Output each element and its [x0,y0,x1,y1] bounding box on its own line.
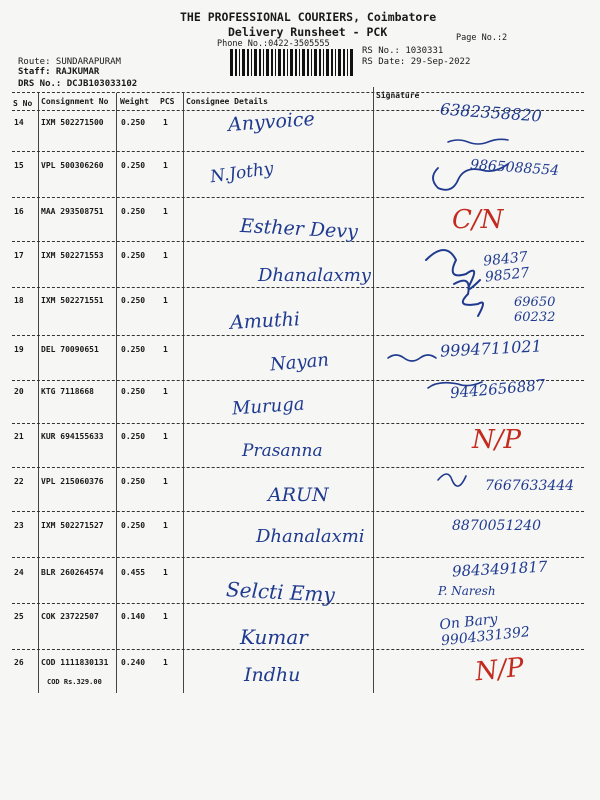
row-weight: 0.140 [121,612,146,621]
row-cod-amount: COD Rs.329.00 [47,678,102,686]
consignee-name: Dhanalaxmi [256,526,365,547]
row-weight: 0.250 [121,387,146,396]
row-consignment: VPL 215060376 [41,477,104,486]
consignee-name: ARUN [268,484,329,506]
barcode-bar [323,49,324,76]
signature-scribble [428,382,482,388]
signature-mobile: 9843491817 [451,557,548,581]
row-consignment: DEL 70090651 [41,345,99,354]
row-weight: 0.250 [121,118,146,127]
signature-status: C/N [452,205,504,235]
signature-mobile: 7667633444 [485,478,575,494]
barcode-bar [326,49,329,76]
phone-number: Phone No.:0422-3505555 [217,39,330,49]
row-consignment: IXM 502271553 [41,251,104,260]
barcode-bar [335,49,336,76]
row-consignment: COD 1111830131 [41,658,109,667]
signature-name: P. Naresh [438,584,496,598]
consignee-name: Anyvoice [227,107,316,137]
row-weight: 0.250 [121,251,146,260]
barcode-bar [287,49,288,76]
row-sno: 16 [14,207,24,216]
barcode-bar [311,49,312,76]
signature-scribble [433,164,508,190]
barcode-bar [302,49,305,76]
route-label: Route: SUNDARAPURAM [18,57,121,67]
table-top-rule [12,92,584,93]
signature-mobile: 8870051240 [452,518,542,534]
barcode-bar [247,49,249,76]
barcode-bar [299,49,300,76]
row-weight: 0.250 [121,161,146,170]
row-consignment: VPL 500306260 [41,161,104,170]
signature-mobile: 6382358820 [439,99,543,126]
signature-mobile: 9994711021 [439,336,543,361]
row-pcs: 1 [163,432,168,441]
row-pcs: 1 [163,207,168,216]
barcode-bar [271,49,273,76]
barcode-bar [314,49,317,76]
row-sno: 22 [14,477,24,486]
row-weight: 0.250 [121,521,146,530]
barcode-bar [259,49,261,76]
barcode-bar [307,49,309,76]
staff-label: Staff: RAJKUMAR [18,67,100,77]
rs-date: RS Date: 29-Sep-2022 [362,57,471,67]
barcode-bar [266,49,269,76]
row-sno: 24 [14,568,24,577]
col-sno: S No [13,99,33,108]
row-pcs: 1 [163,387,168,396]
consignee-name: Kumar [240,625,308,649]
barcode-bar [319,49,321,76]
consignee-name: Indhu [244,664,301,686]
signature-scribble [388,355,436,361]
col-pcs: PCS [160,97,175,106]
barcode-bar [295,49,297,76]
barcode-bar [338,49,341,76]
barcode-bar [347,49,348,76]
row-pcs: 1 [163,296,168,305]
consignee-name: Muruga [231,393,306,420]
signature-scribble [438,474,466,486]
barcode-bar [242,49,245,76]
barcode-bar [235,49,237,76]
row-sno: 23 [14,521,24,530]
row-sno: 25 [14,612,24,621]
consignee-name: Amuthi [229,308,301,334]
barcode-bar [263,49,264,76]
barcode-bar [278,49,281,76]
barcode-bar [251,49,252,76]
row-weight: 0.250 [121,432,146,441]
rs-number: RS No.: 1030331 [362,46,444,56]
signature-mobile: 9865088554 [469,156,560,180]
row-pcs: 1 [163,161,168,170]
row-pcs: 1 [163,658,168,667]
barcode [230,49,356,76]
row-pcs: 1 [163,477,168,486]
barcode-bar [343,49,345,76]
row-consignment: IXM 502271527 [41,521,104,530]
barcode-bar [254,49,257,76]
row-consignment: BLR 260264574 [41,568,104,577]
row-pcs: 1 [163,118,168,127]
row-sno: 19 [14,345,24,354]
signature-status: N/P [472,425,522,455]
signature-mobile: 98437 98527 [482,249,531,286]
row-consignment: COK 23722507 [41,612,99,621]
row-weight: 0.250 [121,477,146,486]
barcode-bar [290,49,293,76]
row-sno: 21 [14,432,24,441]
barcode-bar [331,49,333,76]
signature-scribble [426,250,480,289]
row-weight: 0.455 [121,568,146,577]
signature-scribble [448,139,508,144]
consignee-name: Nayan [269,349,330,376]
company-title: THE PROFESSIONAL COURIERS, Coimbatore [180,10,437,24]
row-weight: 0.250 [121,207,146,216]
page-number: Page No.:2 [456,33,508,43]
col-signature: Signature [376,91,420,100]
row-pcs: 1 [163,345,168,354]
barcode-bar [239,49,240,76]
row-consignment: KUR 694155633 [41,432,104,441]
row-weight: 0.250 [121,296,146,305]
consignee-name: N.Jothy [208,158,275,188]
col-weight: Weight [120,97,149,106]
signature-scribbles [378,100,578,700]
barcode-bar [275,49,276,76]
row-weight: 0.240 [121,658,146,667]
consignee-name: Selcti Emy [225,577,336,607]
row-consignment: MAA 293508751 [41,207,104,216]
row-pcs: 1 [163,612,168,621]
signature-mobile: 9442656887 [449,375,547,403]
row-sno: 26 [14,658,24,667]
row-sno: 20 [14,387,24,396]
col-consignment: Consignment No [41,97,109,106]
row-sno: 14 [14,118,24,127]
consignee-name: Esther Devy [239,214,359,244]
row-weight: 0.250 [121,345,146,354]
row-sno: 18 [14,296,24,305]
row-sno: 17 [14,251,24,260]
barcode-bar [230,49,233,76]
runsheet-title: Delivery Runsheet - PCK [228,25,388,39]
barcode-bar [350,49,353,76]
signature-scribble [454,281,483,316]
signature-status: N/P [473,652,526,688]
signature-mobile: 69650 60232 [514,295,556,325]
barcode-bar [283,49,285,76]
drs-number: DRS No.: DCJB103033102 [18,79,138,89]
signature-mobile: On Bary 9904331392 [438,611,531,650]
row-consignment: IXM 502271500 [41,118,104,127]
row-pcs: 1 [163,251,168,260]
row-pcs: 1 [163,521,168,530]
consignee-name: Dhanalaxmy [258,265,371,286]
row-consignment: IXM 502271551 [41,296,104,305]
row-sno: 15 [14,161,24,170]
consignee-name: Prasanna [242,441,323,461]
row-consignment: KTG 7118668 [41,387,94,396]
row-pcs: 1 [163,568,168,577]
col-consignee: Consignee Details [186,97,268,106]
